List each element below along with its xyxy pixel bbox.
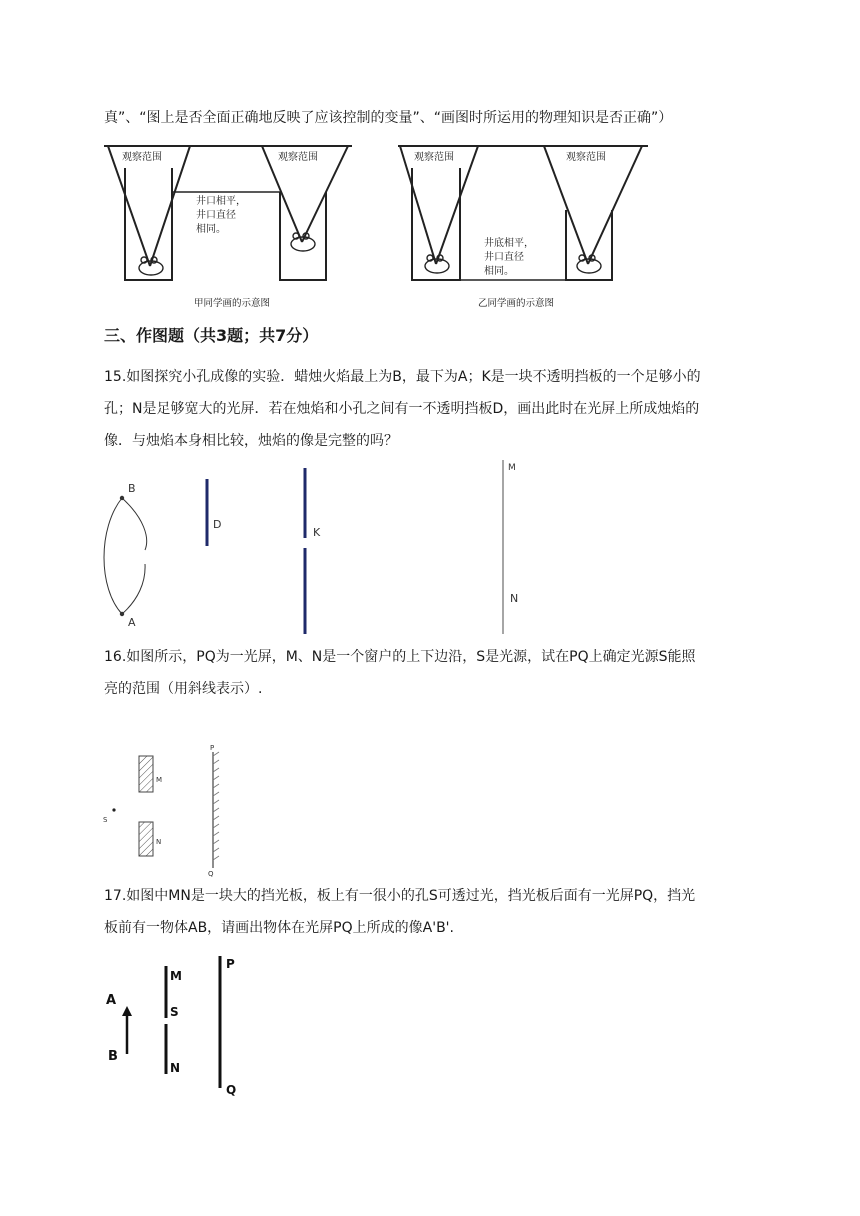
window-edge-n — [139, 822, 153, 856]
note-jia-2: 井口直径 — [196, 210, 236, 221]
q17-line-2: 板前有一物体AB，请画出物体在光屏PQ上所成的像A'B'. — [104, 920, 454, 936]
point-a — [120, 612, 124, 616]
caption-yi: 乙同学画的示意图 — [478, 298, 555, 309]
label-b: B — [128, 482, 136, 495]
label-m: M — [156, 776, 163, 784]
note-yi-2: 井口直径 — [484, 252, 524, 263]
label-s: S — [103, 816, 108, 824]
q16-line-1: 16.如图所示，PQ为一光屏，M、N是一个窗户的上下边沿，S是光源，试在PQ上确定光源S能照 — [104, 649, 696, 665]
label-n: N — [170, 1061, 181, 1075]
q15-line-1: 15.如图探究小孔成像的实验．蜡烛火焰最上为B，最下为A；K是一块不透明挡板的一个足够小的 — [104, 369, 701, 385]
note-yi-1: 井底相平， — [484, 238, 534, 249]
intro-text: 真”、“图上是否全面正确地反映了应该控制的变量”、“画图时所运用的物理知识是否正确”） — [104, 110, 673, 126]
light-source-s — [112, 808, 115, 811]
caption-jia: 甲同学画的示意图 — [194, 298, 271, 309]
note-jia-1: 井口相平， — [196, 196, 246, 207]
arrow-head-icon — [122, 1006, 132, 1016]
label-m: M — [170, 969, 182, 983]
label-n: N — [156, 838, 162, 846]
pinhole-image-figure — [0, 950, 860, 1100]
label-a: A — [106, 993, 117, 1008]
pinhole-figure — [0, 458, 860, 638]
point-b — [120, 496, 124, 500]
q16-line-2: 亮的范围（用斜线表示）. — [104, 681, 263, 697]
note-jia-3: 相同。 — [196, 224, 226, 235]
label-p: P — [226, 957, 235, 971]
observe-label: 观察范围 — [414, 152, 454, 163]
label-s: S — [170, 1005, 179, 1019]
window-light-figure — [0, 740, 860, 880]
label-q: Q — [208, 870, 214, 878]
label-q: Q — [226, 1083, 237, 1097]
q17-line-1: 17.如图中MN是一块大的挡光板，板上有一很小的孔S可透过光，挡光板后面有一光屏PQ，挡光 — [104, 888, 696, 904]
observe-label: 观察范围 — [278, 152, 318, 163]
label-b: B — [108, 1049, 118, 1064]
label-a: A — [128, 616, 136, 629]
label-m: M — [508, 463, 516, 473]
label-n: N — [510, 592, 519, 605]
q15-line-2: 孔；N是足够宽大的光屏．若在烛焰和小孔之间有一不透明挡板D，画出此时在光屏上所成烛焰的 — [104, 401, 700, 417]
observe-label: 观察范围 — [566, 152, 606, 163]
window-edge-m — [139, 756, 153, 792]
q15-line-3: 像．与烛焰本身相比较，烛焰的像是完整的吗？ — [104, 433, 398, 449]
label-d: D — [213, 518, 222, 531]
label-p: P — [210, 744, 215, 752]
observe-label: 观察范围 — [122, 152, 162, 163]
frog-well-figure — [0, 138, 860, 318]
note-yi-3: 相同。 — [484, 266, 514, 277]
label-k: K — [313, 526, 321, 539]
section-heading: 三、作图题（共3题；共7分） — [104, 326, 319, 345]
